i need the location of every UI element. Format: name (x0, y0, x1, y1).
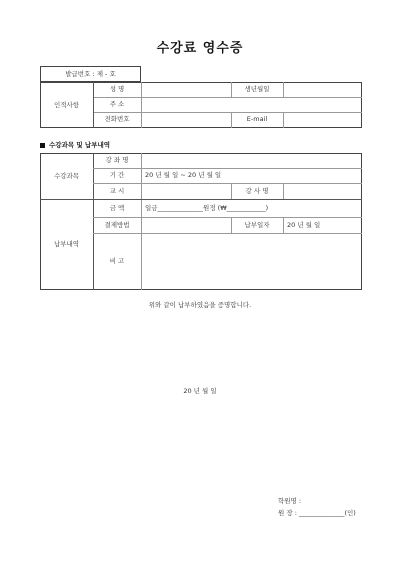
document-title: 수강료 영수증 (156, 41, 244, 56)
instructor-field[interactable] (284, 184, 361, 198)
period-label: 기 간 (109, 171, 125, 179)
course-name-label: 강 좌 명 (105, 156, 129, 164)
email-label: E-mail (246, 115, 268, 123)
phone-label: 전화번호 (104, 115, 130, 123)
issue-number-label: 발급번호 : 제 - 호 (65, 70, 116, 78)
school-name-label: 학원명 : (278, 497, 302, 505)
method-field[interactable] (142, 218, 230, 232)
birth-label: 생년월일 (244, 85, 270, 93)
note-label: 비 고 (109, 257, 125, 265)
row-divider (40, 199, 362, 200)
address-label: 주 소 (109, 100, 125, 108)
room-label: 교 시 (109, 187, 125, 195)
col-divider (283, 217, 284, 233)
instructor-label: 강 사 명 (245, 187, 269, 195)
amount-value[interactable]: 일금______________원정 (₩____________) (145, 204, 269, 212)
row-divider (93, 168, 362, 169)
personal-section-label: 인적사항 (53, 101, 80, 109)
issue-date-line: 20 년 월 일 (183, 387, 217, 395)
email-field[interactable] (284, 113, 361, 127)
address-field[interactable] (142, 98, 361, 111)
course-name-field[interactable] (142, 154, 361, 167)
note-field[interactable] (142, 234, 361, 289)
section-bullet-icon (40, 143, 45, 148)
phone-field[interactable] (142, 113, 230, 127)
period-value[interactable]: 20 년 월 일 ~ 20 년 월 일 (145, 171, 222, 179)
course-section-label: 수강과목 (53, 172, 80, 180)
room-field[interactable] (142, 184, 230, 198)
pay-date-label: 납부일자 (244, 221, 270, 229)
method-label: 결제방법 (104, 221, 130, 229)
director-signature-line: 원 장 : ______________(인) (278, 509, 356, 517)
course-section-heading: 수강과목 및 납부내역 (49, 141, 111, 149)
pay-date-value[interactable]: 20 년 월 일 (287, 221, 321, 229)
payment-section-label: 납부내역 (53, 240, 80, 248)
amount-label: 금 액 (109, 204, 125, 212)
birth-field[interactable] (284, 83, 361, 96)
name-label: 성 명 (109, 85, 125, 93)
name-field[interactable] (142, 83, 230, 96)
certification-statement: 위와 같이 납부하였음을 증명합니다. (148, 301, 252, 309)
